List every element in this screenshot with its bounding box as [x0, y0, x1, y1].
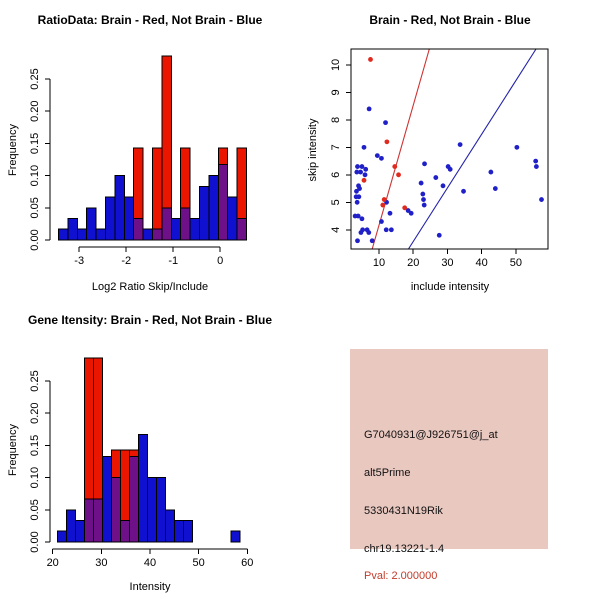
y-tick-label: 7 [330, 144, 342, 151]
x-tick-label: 40 [143, 557, 157, 569]
scatter-point-not-brain [441, 183, 446, 188]
hist-bar-blue [59, 229, 68, 240]
hist-bar-overlap [94, 499, 103, 542]
y-tick-label: 0.05 [29, 499, 41, 521]
x-tick-label: 20 [407, 257, 420, 269]
hist-bar-blue [87, 208, 96, 240]
scatter-point-not-brain [354, 170, 359, 175]
hist-bar-overlap [134, 219, 143, 240]
hist-bar-overlap [121, 521, 130, 542]
scatter-point-not-brain [383, 120, 388, 125]
x-tick-label: -1 [168, 255, 179, 267]
scatter-title: Brain - Red, Not Brain - Blue [369, 13, 531, 27]
hist-bar-overlap [85, 499, 94, 542]
hist-bar-blue [77, 229, 86, 240]
x-tick-label: 60 [241, 557, 254, 569]
y-tick-label: 0.00 [29, 229, 41, 251]
scatter-point-not-brain [409, 211, 414, 216]
scatter-plot-area [300, 0, 600, 300]
ratio-hist-ylabel: Frequency [7, 124, 19, 176]
scatter-point-not-brain [534, 164, 539, 169]
hist-bar-overlap [237, 219, 246, 240]
scatter-point-not-brain [355, 238, 360, 243]
hist-bar-blue [184, 521, 193, 542]
x-tick-label: -2 [121, 255, 132, 267]
gene-info-box [350, 349, 548, 582]
hist-bar-blue [106, 197, 115, 240]
scatter-point-not-brain [363, 167, 368, 172]
hist-bar-blue [139, 434, 148, 542]
hist-bar-blue [171, 219, 180, 240]
scatter-point-not-brain [355, 164, 360, 169]
scatter-point-not-brain [360, 216, 365, 221]
x-tick-label: 20 [46, 557, 59, 569]
gene-hist-xlabel: Intensity [129, 581, 171, 593]
scatter-point-not-brain [354, 189, 359, 194]
panel-gene-intensity-histogram [0, 300, 300, 600]
scatter-point-brain [368, 57, 373, 62]
hist-bar-blue [143, 229, 152, 240]
x-tick-label: 30 [95, 557, 108, 569]
scatter-point-not-brain [356, 194, 361, 199]
scatter-point-not-brain [363, 172, 368, 177]
scatter-point-brain [396, 172, 401, 177]
scatter-point-not-brain [458, 142, 463, 147]
hist-bar-blue [200, 187, 209, 240]
y-tick-label: 0.10 [29, 164, 41, 187]
hist-bar-blue [228, 197, 237, 240]
y-tick-label: 0.25 [29, 68, 41, 90]
y-tick-label: 6 [330, 171, 342, 178]
ratio-hist-plot-area [0, 0, 300, 300]
scatter-point-brain [385, 139, 390, 144]
pval-text: Pval: 2.000000 [364, 570, 438, 582]
hist-bar-red [153, 148, 162, 240]
x-tick-label: 50 [192, 557, 205, 569]
scatter-point-not-brain [379, 156, 384, 161]
hist-bar-blue [231, 531, 240, 542]
scatter-point-not-brain [384, 227, 389, 232]
x-tick-label: 40 [475, 257, 488, 269]
scatter-point-not-brain [539, 197, 544, 202]
y-tick-label: 0.20 [29, 100, 41, 122]
scatter-ylabel: skip intensity [307, 118, 319, 182]
y-tick-label: 0.25 [29, 370, 41, 392]
scatter-point-not-brain [419, 181, 424, 186]
hist-bar-blue [166, 510, 175, 542]
panel-intensity-scatter [300, 0, 600, 300]
scatter-point-brain [402, 205, 407, 210]
brain-fit-line [372, 49, 429, 249]
scatter-point-brain [362, 178, 367, 183]
scatter-point-not-brain [422, 161, 427, 166]
x-tick-label: 50 [509, 257, 522, 269]
y-tick-label: 8 [330, 116, 342, 123]
ratio-hist-title: RatioData: Brain - Red, Not Brain - Blue [37, 13, 263, 27]
gene-hist-ylabel: Frequency [7, 424, 19, 476]
scatter-point-not-brain [533, 159, 538, 164]
scatter-point-not-brain [461, 189, 466, 194]
scatter-point-not-brain [389, 227, 394, 232]
y-tick-label: 0.10 [29, 466, 41, 489]
y-tick-label: 5 [330, 199, 342, 206]
hist-bar-blue [96, 229, 105, 240]
scatter-xlabel: include intensity [410, 281, 490, 293]
scatter-point-not-brain [367, 106, 372, 111]
hist-bar-overlap [153, 229, 162, 240]
scatter-point-not-brain [379, 219, 384, 224]
hist-bar-blue [190, 219, 199, 240]
hist-bar-blue [76, 521, 85, 542]
scatter-point-not-brain [370, 238, 375, 243]
scatter-point-not-brain [388, 211, 393, 216]
scatter-point-not-brain [514, 145, 519, 150]
x-tick-label: 30 [441, 257, 454, 269]
y-tick-label: 0.15 [29, 434, 41, 457]
y-tick-label: 10 [330, 58, 342, 72]
x-tick-label: 0 [217, 255, 224, 267]
hist-bar-overlap [181, 208, 190, 240]
scatter-point-not-brain [422, 203, 427, 208]
x-tick-label: 10 [372, 257, 386, 269]
scatter-point-not-brain [448, 167, 453, 172]
scatter-point-not-brain [355, 200, 360, 205]
scatter-point-not-brain [437, 233, 442, 238]
scatter-point-not-brain [420, 192, 425, 197]
scatter-point-not-brain [433, 175, 438, 180]
y-tick-label: 0.00 [29, 531, 41, 553]
hist-bar-blue [209, 176, 218, 240]
hist-bar-blue [103, 456, 112, 542]
hist-bar-blue [67, 510, 76, 542]
hist-bar-blue [148, 478, 157, 542]
hist-bar-blue [58, 531, 67, 542]
gene-hist-plot-area [0, 300, 300, 600]
y-tick-label: 0.15 [29, 132, 41, 155]
gene-symbol-text: 5330431N19Rik [364, 505, 443, 517]
scatter-point-not-brain [488, 170, 493, 175]
y-tick-label: 0.05 [29, 197, 41, 219]
probe-id-text: G7040931@J926751@j_at [364, 429, 498, 441]
hist-bar-overlap [218, 165, 227, 240]
scatter-point-brain [392, 164, 397, 169]
ratio-hist-xlabel: Log2 Ratio Skip/Include [91, 281, 209, 293]
panel-ratio-histogram [0, 0, 300, 300]
scatter-point-brain [380, 203, 385, 208]
scatter-point-brain [382, 197, 387, 202]
hist-bar-blue [68, 219, 77, 240]
scatter-point-not-brain [365, 227, 370, 232]
y-tick-label: 9 [330, 89, 342, 96]
x-tick-label: -3 [74, 255, 85, 267]
hist-bar-overlap [130, 456, 139, 542]
hist-bar-blue [157, 478, 166, 542]
scatter-point-not-brain [360, 227, 365, 232]
scatter-point-not-brain [493, 186, 498, 191]
locus-text: chr19.13221-1.4 [364, 543, 445, 555]
scatter-point-not-brain [421, 197, 426, 202]
hist-bar-blue [124, 197, 133, 240]
scatter-point-not-brain [375, 153, 380, 158]
y-tick-label: 0.20 [29, 402, 41, 424]
hist-bar-blue [175, 521, 184, 542]
hist-bar-overlap [162, 208, 171, 240]
y-tick-label: 4 [330, 226, 342, 233]
hist-bar-overlap [112, 478, 121, 542]
gene-hist-title: Gene Itensity: Brain - Red, Not Brain - Blue [27, 313, 273, 327]
scatter-point-not-brain [362, 145, 367, 150]
panel-gene-info [300, 300, 600, 600]
splice-type-text: alt5Prime [364, 467, 411, 479]
hist-bar-blue [115, 176, 124, 240]
